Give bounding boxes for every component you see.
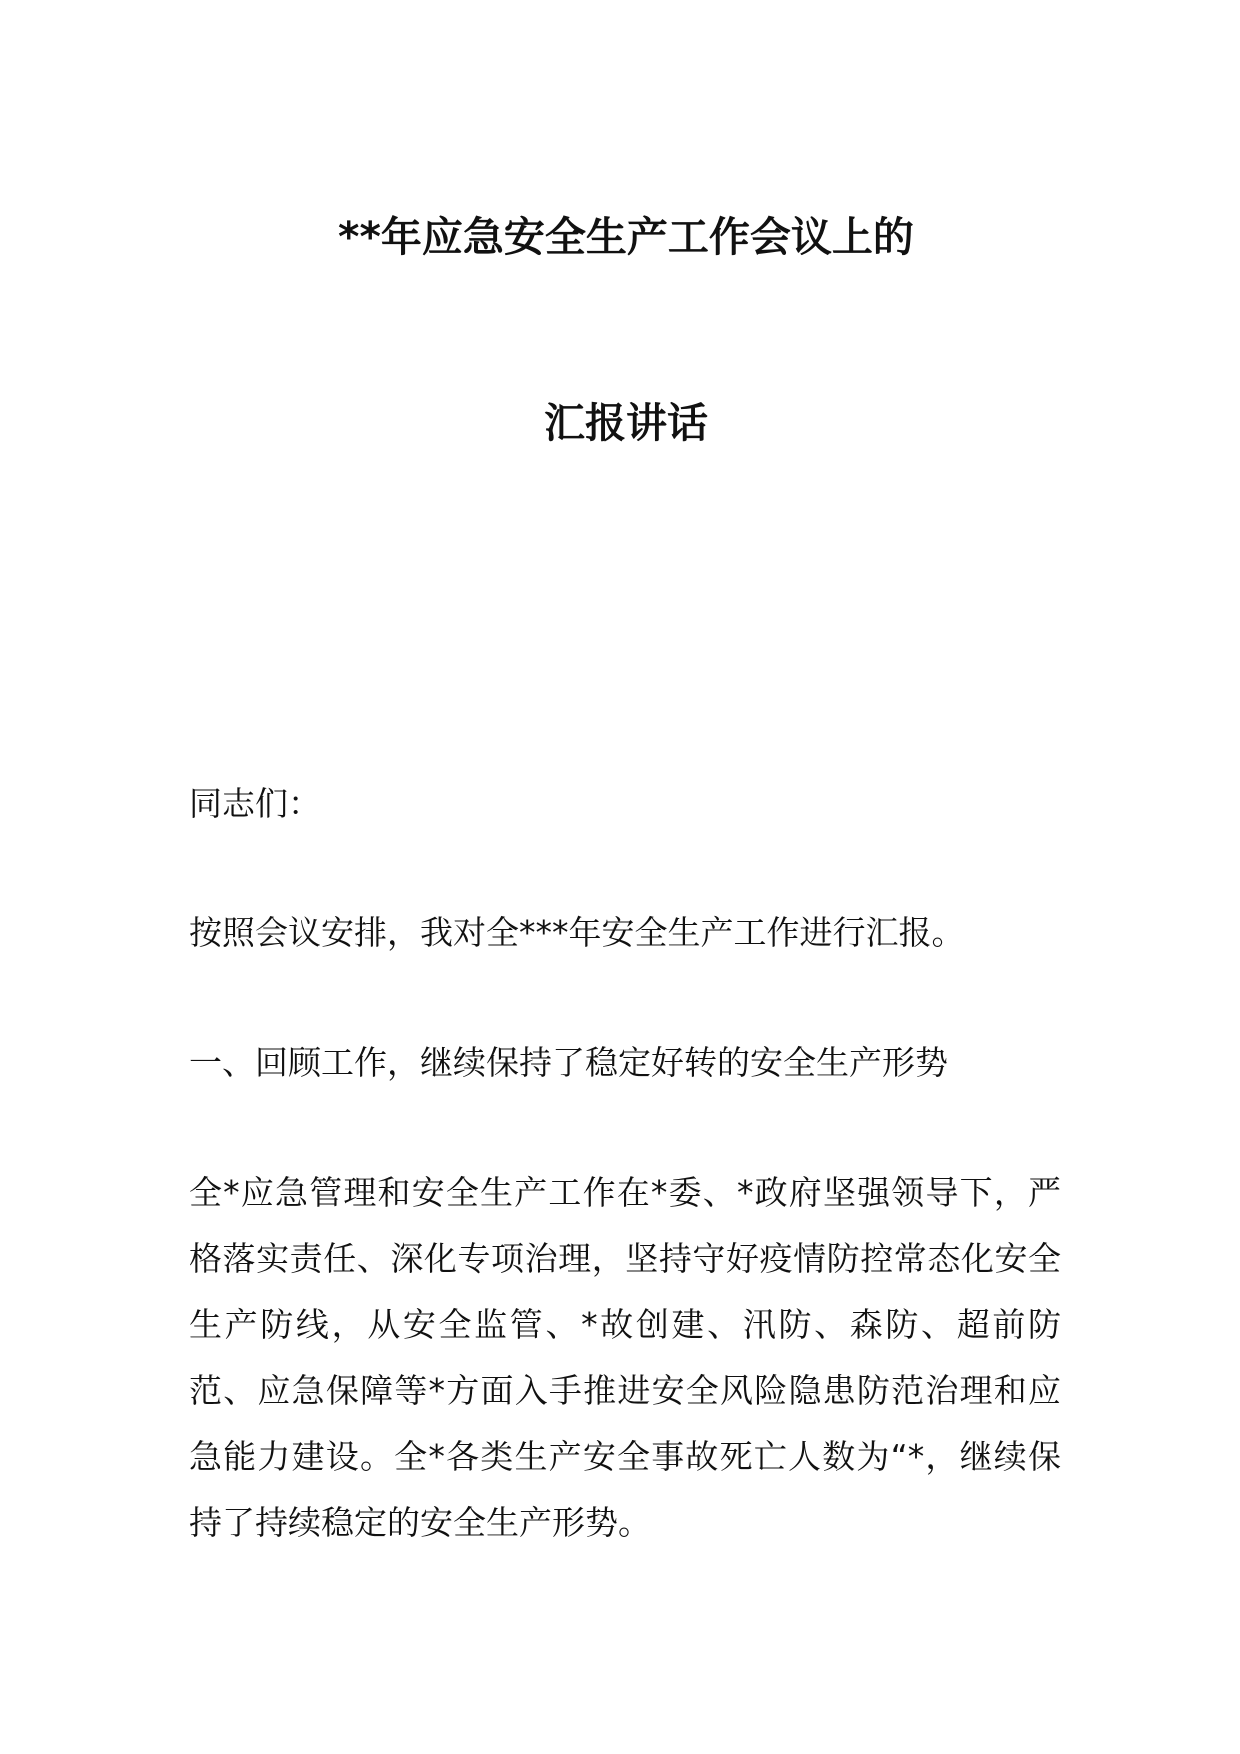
- salutation: 同志们：: [189, 784, 321, 823]
- title-line-1: **年应急安全生产工作会议上的: [338, 213, 914, 261]
- title-line-2: 汇报讲话: [544, 399, 708, 447]
- body-paragraph: 全*应急管理和安全生产工作在*委、*政府坚强领导下，严格落实责任、深化专项治理，坚持守好疫情防控常态化安全生产防线，从安全监管、*故创建、汛防、森防、超前防范、应急保障等*方面入手推进安全风险隐患防范治理和应急能力建设。全*各类生产安全事故死亡人数为“*，继续保持了持续稳定的安全生产形势。: [189, 1173, 1061, 1542]
- section-heading: 一、回顾工作，继续保持了稳定好转的安全生产形势: [189, 1043, 948, 1082]
- intro-paragraph: 按照会议安排，我对全***年安全生产工作进行汇报。: [189, 913, 965, 952]
